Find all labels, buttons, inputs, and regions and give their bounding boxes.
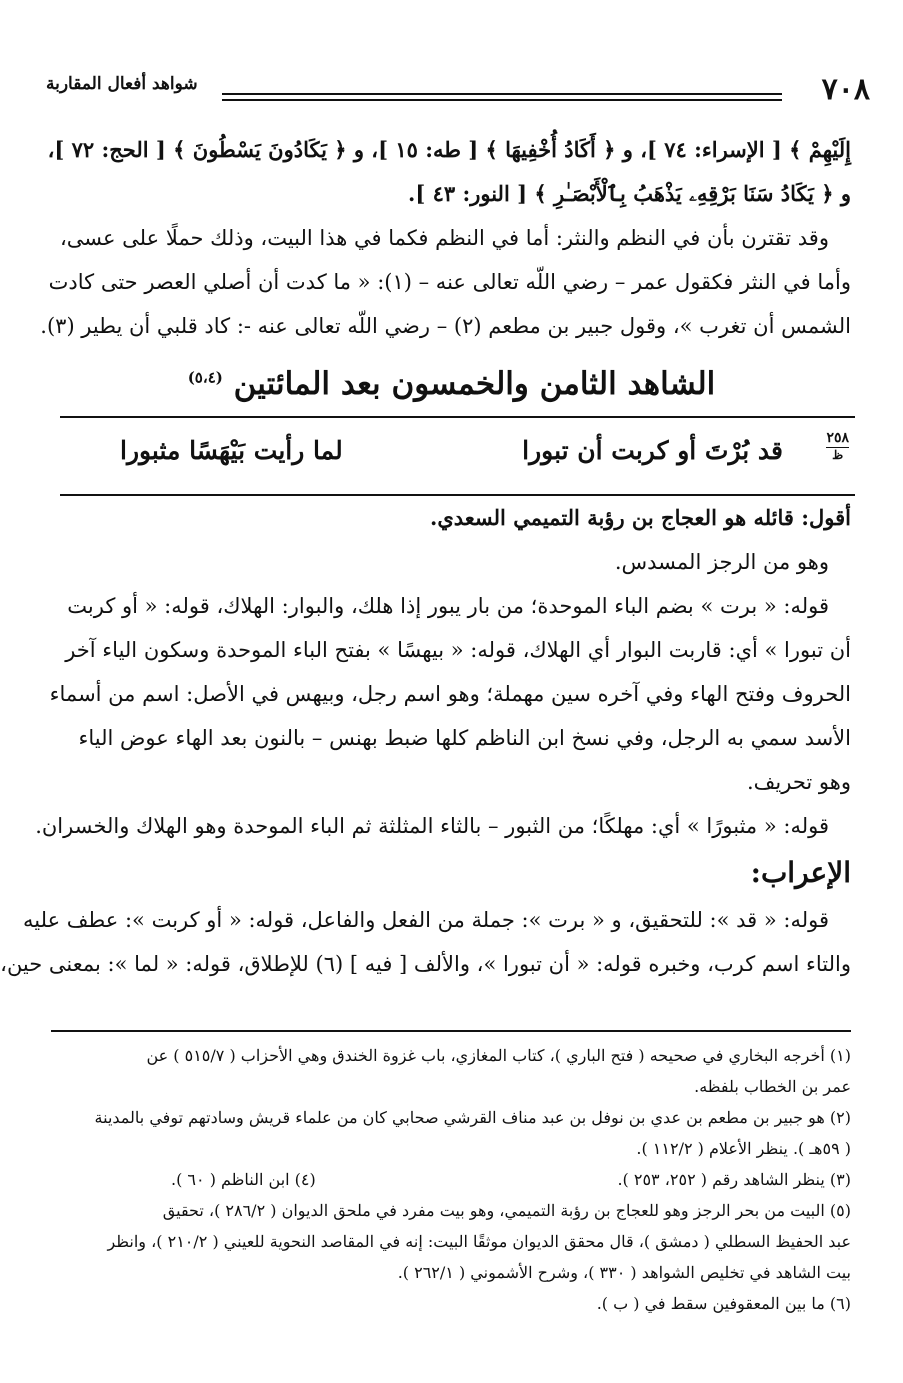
commentary-line-3: قوله: « برت » بضم الباء الموحدة؛ من بار يبور إذا هلك، والبوار: الهلاك، قوله: « أو كربت — [67, 594, 829, 618]
commentary-line-1-text: أقول: قائله هو العجاج بن رؤبة التميمي السعدي. — [430, 505, 851, 530]
verse-number — [826, 430, 849, 462]
i3rab-line-2: والتاء اسم كرب، وخبره قوله: « أن تبورا »، والألف [ فيه ] (٦) للإطلاق، قوله: « لما »: بمعنى حين، — [0, 952, 851, 976]
footnote-4: (٤) ابن الناظم ( ٦٠ ). — [171, 1170, 316, 1189]
intro-line-1: وقد تقترن بأن في النظم والنثر: أما في النظم فكما في هذا البيت، وذلك حملًا على عسى، — [59, 226, 829, 250]
page-header — [40, 66, 870, 116]
commentary-line-2: وهو من الرجز المسدس. — [614, 550, 829, 574]
commentary-line-1 — [51, 496, 851, 540]
section-title-note: (٥،٤) — [187, 368, 223, 387]
footnote-6: (٦) ما بين المعقوفين سقط في ( ب ). — [596, 1294, 851, 1313]
commentary-line-8: قوله: « مثبورًا » أي: مهلكًا؛ من الثبور – بالثاء المثلثة ثم الباء الموحدة وهو الهلاك والخسران. — [35, 814, 829, 838]
section-title — [0, 366, 903, 402]
footnote-3-4-row — [51, 1164, 851, 1195]
header-double-rule — [222, 93, 782, 101]
intro-line-3: الشمس أن تغرب »، وقول جبير بن مطعم (٢) – رضي اللّه تعالى عنه -: كاد قلبي أن يطير (٣). — [40, 314, 851, 338]
i3rab-line-1: قوله: « قد »: للتحقيق، و « برت »: جملة من الفعل والفاعل، قوله: « أو كربت »: عطف عليه — [23, 908, 829, 932]
footnote-3: (٣) ينظر الشاهد رقم ( ٢٥٢، ٢٥٣ ). — [617, 1170, 851, 1189]
footnote-1-line-2: عمر بن الخطاب بلفظه. — [694, 1077, 851, 1096]
footnote-rule — [51, 1030, 851, 1032]
commentary-line-7: وهو تحريف. — [747, 770, 851, 794]
footnote-5-line-3: بيت الشاهد في تخليص الشواهد ( ٣٣٠ )، وشرح الأشموني ( ٢٦٢/١ ). — [397, 1263, 851, 1282]
verse-number-value: ٢٥٨ — [826, 430, 849, 446]
i3rab-heading: الإعراب: — [750, 856, 851, 889]
footnote-5-line-1: (٥) البيت من بحر الرجز وهو للعجاج بن رؤبة التميمي، وهو بيت مفرد في ملحق الديوان ( ٢٨٦/٢ )، تحقيق — [162, 1201, 851, 1220]
verse-number-sub: ظ — [826, 447, 849, 462]
verse-hemistich-2: لما رأيت بَيْهَسًا مثبورا — [120, 436, 343, 465]
page-number: ٧٠٨ — [821, 72, 870, 107]
quran-refs-line-1: إِلَيْهِمْ ﴾ [ الإسراء: ٧٤ ]، و ﴿ أَكَادُ أُخْفِيهَا ﴾ [ طه: ١٥ ]، و ﴿ يَكَادُونَ يَسْطُونَ ﴾ [ الحج: ٧٢ ]، — [47, 137, 851, 162]
quran-refs-line-2: و ﴿ يَكَادُ سَنَا بَرْقِهِۦ يَذْهَبُ بِٱلْأَبْصَـٰرِ ﴾ [ النور: ٤٣ ]. — [408, 181, 851, 206]
footnotes — [51, 1040, 851, 1319]
intro-line-2: وأما في النثر فكقول عمر – رضي اللّه تعالى عنه – (١): « ما كدت أن أصلي العصر حتى كادت — [48, 270, 851, 294]
commentary-line-6: الأسد سمي به الرجل، وفي نسخ ابن الناظم كلها ضبط بهنس – بالنون بعد الهاء عوض الياء — [78, 726, 851, 750]
footnote-2-line-2: ( ٥٩هـ ). ينظر الأعلام ( ١١٢/٢ ). — [636, 1139, 851, 1158]
verse-hemistich-1: قد بُرْتَ أو كربت أن تبورا — [522, 436, 783, 465]
running-title: شواهد أفعال المقاربة — [46, 74, 198, 94]
intro-section — [40, 128, 851, 348]
verse-box — [60, 416, 855, 496]
commentary-line-5: الحروف وفتح الهاء وفي آخره سين مهملة؛ وهو اسم رجل، وبيهس في الأصل: اسم من أسماء — [49, 682, 851, 706]
footnote-2-line-1: (٢) هو جبير بن مطعم بن عدي بن نوفل بن عبد مناف القرشي صحابي كان من علماء قريش وسادتهم توفي بالمدينة — [94, 1108, 851, 1127]
commentary-line-4: أن تبورا » أي: قاربت البوار أي الهلاك، قوله: « بيهسًا » بفتح الباء الموحدة وسكون الياء آخر — [65, 638, 851, 662]
footnote-1-line-1: (١) أخرجه البخاري في صحيحه ( فتح الباري )، كتاب المغازي، باب غزوة الخندق وهي الأحزاب ( ٥١٥/٧ ) عن — [146, 1046, 851, 1065]
footnote-5-line-2: عبد الحفيظ السطلي ( دمشق )، قال محقق الديوان موثقًا البيت: إنه في المقاصد النحوية للعيني ( ٢١٠/٢ )، وانظر — [107, 1232, 851, 1251]
section-title-text: الشاهد الثامن والخمسون بعد المائتين — [233, 366, 716, 402]
commentary-section — [0, 496, 851, 986]
